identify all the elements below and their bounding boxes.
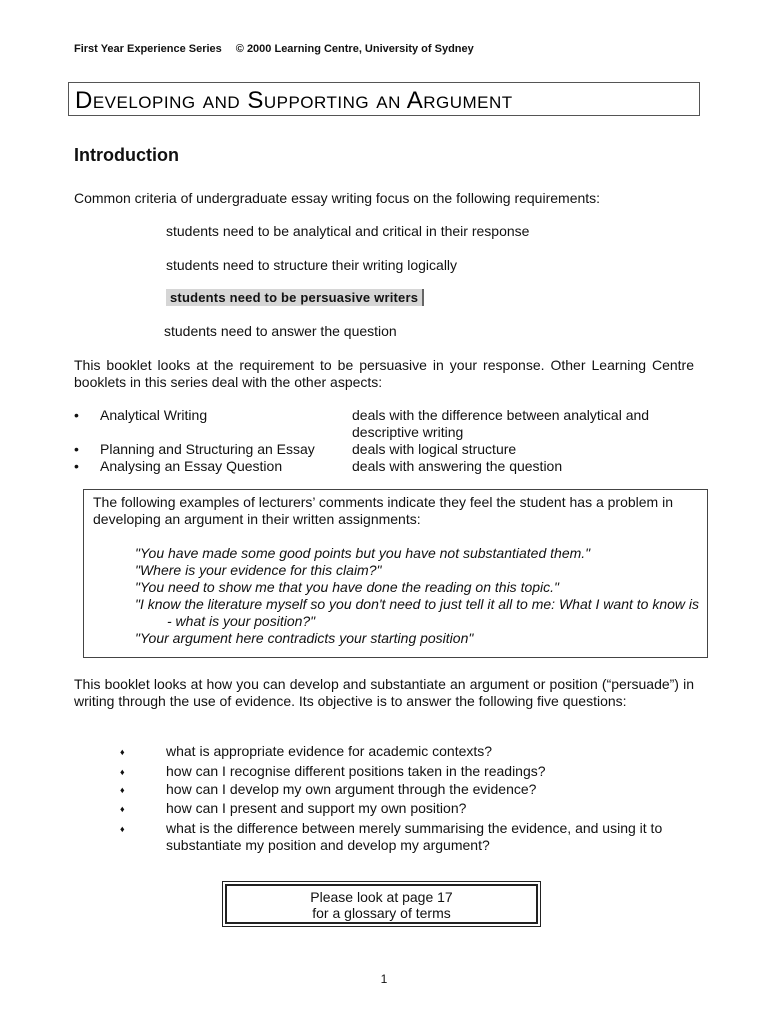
- section-heading-introduction: Introduction: [74, 145, 179, 165]
- diamond-bullet-icon: ♦: [120, 824, 125, 834]
- document-title: Developing and Supporting an Argument: [68, 82, 700, 116]
- bullet-icon: •: [74, 407, 79, 423]
- bullet-icon: •: [74, 458, 79, 474]
- glossary-note-box: [222, 881, 541, 927]
- page-number: 1: [380, 972, 388, 986]
- question-item: how can I develop my own argument through the evidence?: [166, 781, 537, 797]
- lecturer-quote: "I know the literature myself so you don't need to just tell it all to me: What I want to know is - what is your position?": [135, 596, 700, 629]
- question-item: how can I recognise different positions taken in the readings?: [166, 763, 546, 779]
- criteria-item: students need to answer the question: [164, 323, 397, 339]
- lecturer-quote: "You have made some good points but you have not substantiated them.": [135, 545, 591, 561]
- glossary-note-line: Please look at page 17: [310, 889, 453, 905]
- diamond-bullet-icon: ♦: [120, 785, 125, 795]
- criteria-item-highlighted: students need to be persuasive writers: [166, 289, 424, 306]
- glossary-note-line: for a glossary of terms: [312, 905, 451, 921]
- intro-lead: Common criteria of undergraduate essay writing focus on the following requirements:: [74, 190, 601, 206]
- booklet-paragraph: This booklet looks at the requirement to be persuasive in your response. Other Learning Centre booklets in this series deal with the other aspects:: [74, 357, 694, 390]
- diamond-bullet-icon: ♦: [120, 747, 125, 757]
- booklet-desc: deals with answering the question: [352, 458, 563, 474]
- booklet-name: Planning and Structuring an Essay: [100, 441, 315, 457]
- copyright-notice: © 2000 Learning Centre, University of Sydney: [235, 43, 474, 55]
- page-header: [74, 43, 474, 55]
- diamond-bullet-icon: ♦: [120, 804, 125, 814]
- series-name: First Year Experience Series: [74, 43, 222, 55]
- lecturer-quote: "Where is your evidence for this claim?": [135, 562, 382, 578]
- booklet-desc: deals with logical structure: [352, 441, 517, 457]
- diamond-bullet-icon: ♦: [120, 767, 125, 777]
- criteria-item: students need to be analytical and critical in their response: [166, 223, 530, 239]
- booklet-desc: deals with the difference between analytical and descriptive writing: [352, 407, 650, 440]
- booklet-name: Analytical Writing: [100, 407, 208, 423]
- question-item: how can I present and support my own position?: [166, 800, 467, 816]
- comments-box: [83, 489, 708, 658]
- lecturer-quote: "You need to show me that you have done the reading on this topic.": [135, 579, 560, 595]
- objective-paragraph: This booklet looks at how you can develop and substantiate an argument or position (“persuade”) in writing through the use of evidence. Its objective is to answer the following five questions:: [74, 676, 694, 709]
- lecturer-quote: "Your argument here contradicts your starting position": [135, 630, 474, 646]
- question-item: what is the difference between merely summarising the evidence, and using it to substantiate my position and develop my argument?: [166, 820, 663, 853]
- booklet-name: Analysing an Essay Question: [100, 458, 283, 474]
- criteria-item: students need to structure their writing logically: [166, 257, 458, 273]
- question-item: what is appropriate evidence for academic contexts?: [166, 743, 493, 759]
- comments-lead: The following examples of lecturers’ comments indicate they feel the student has a problem in developing an argument in their written assignments:: [93, 494, 674, 527]
- bullet-icon: •: [74, 441, 79, 457]
